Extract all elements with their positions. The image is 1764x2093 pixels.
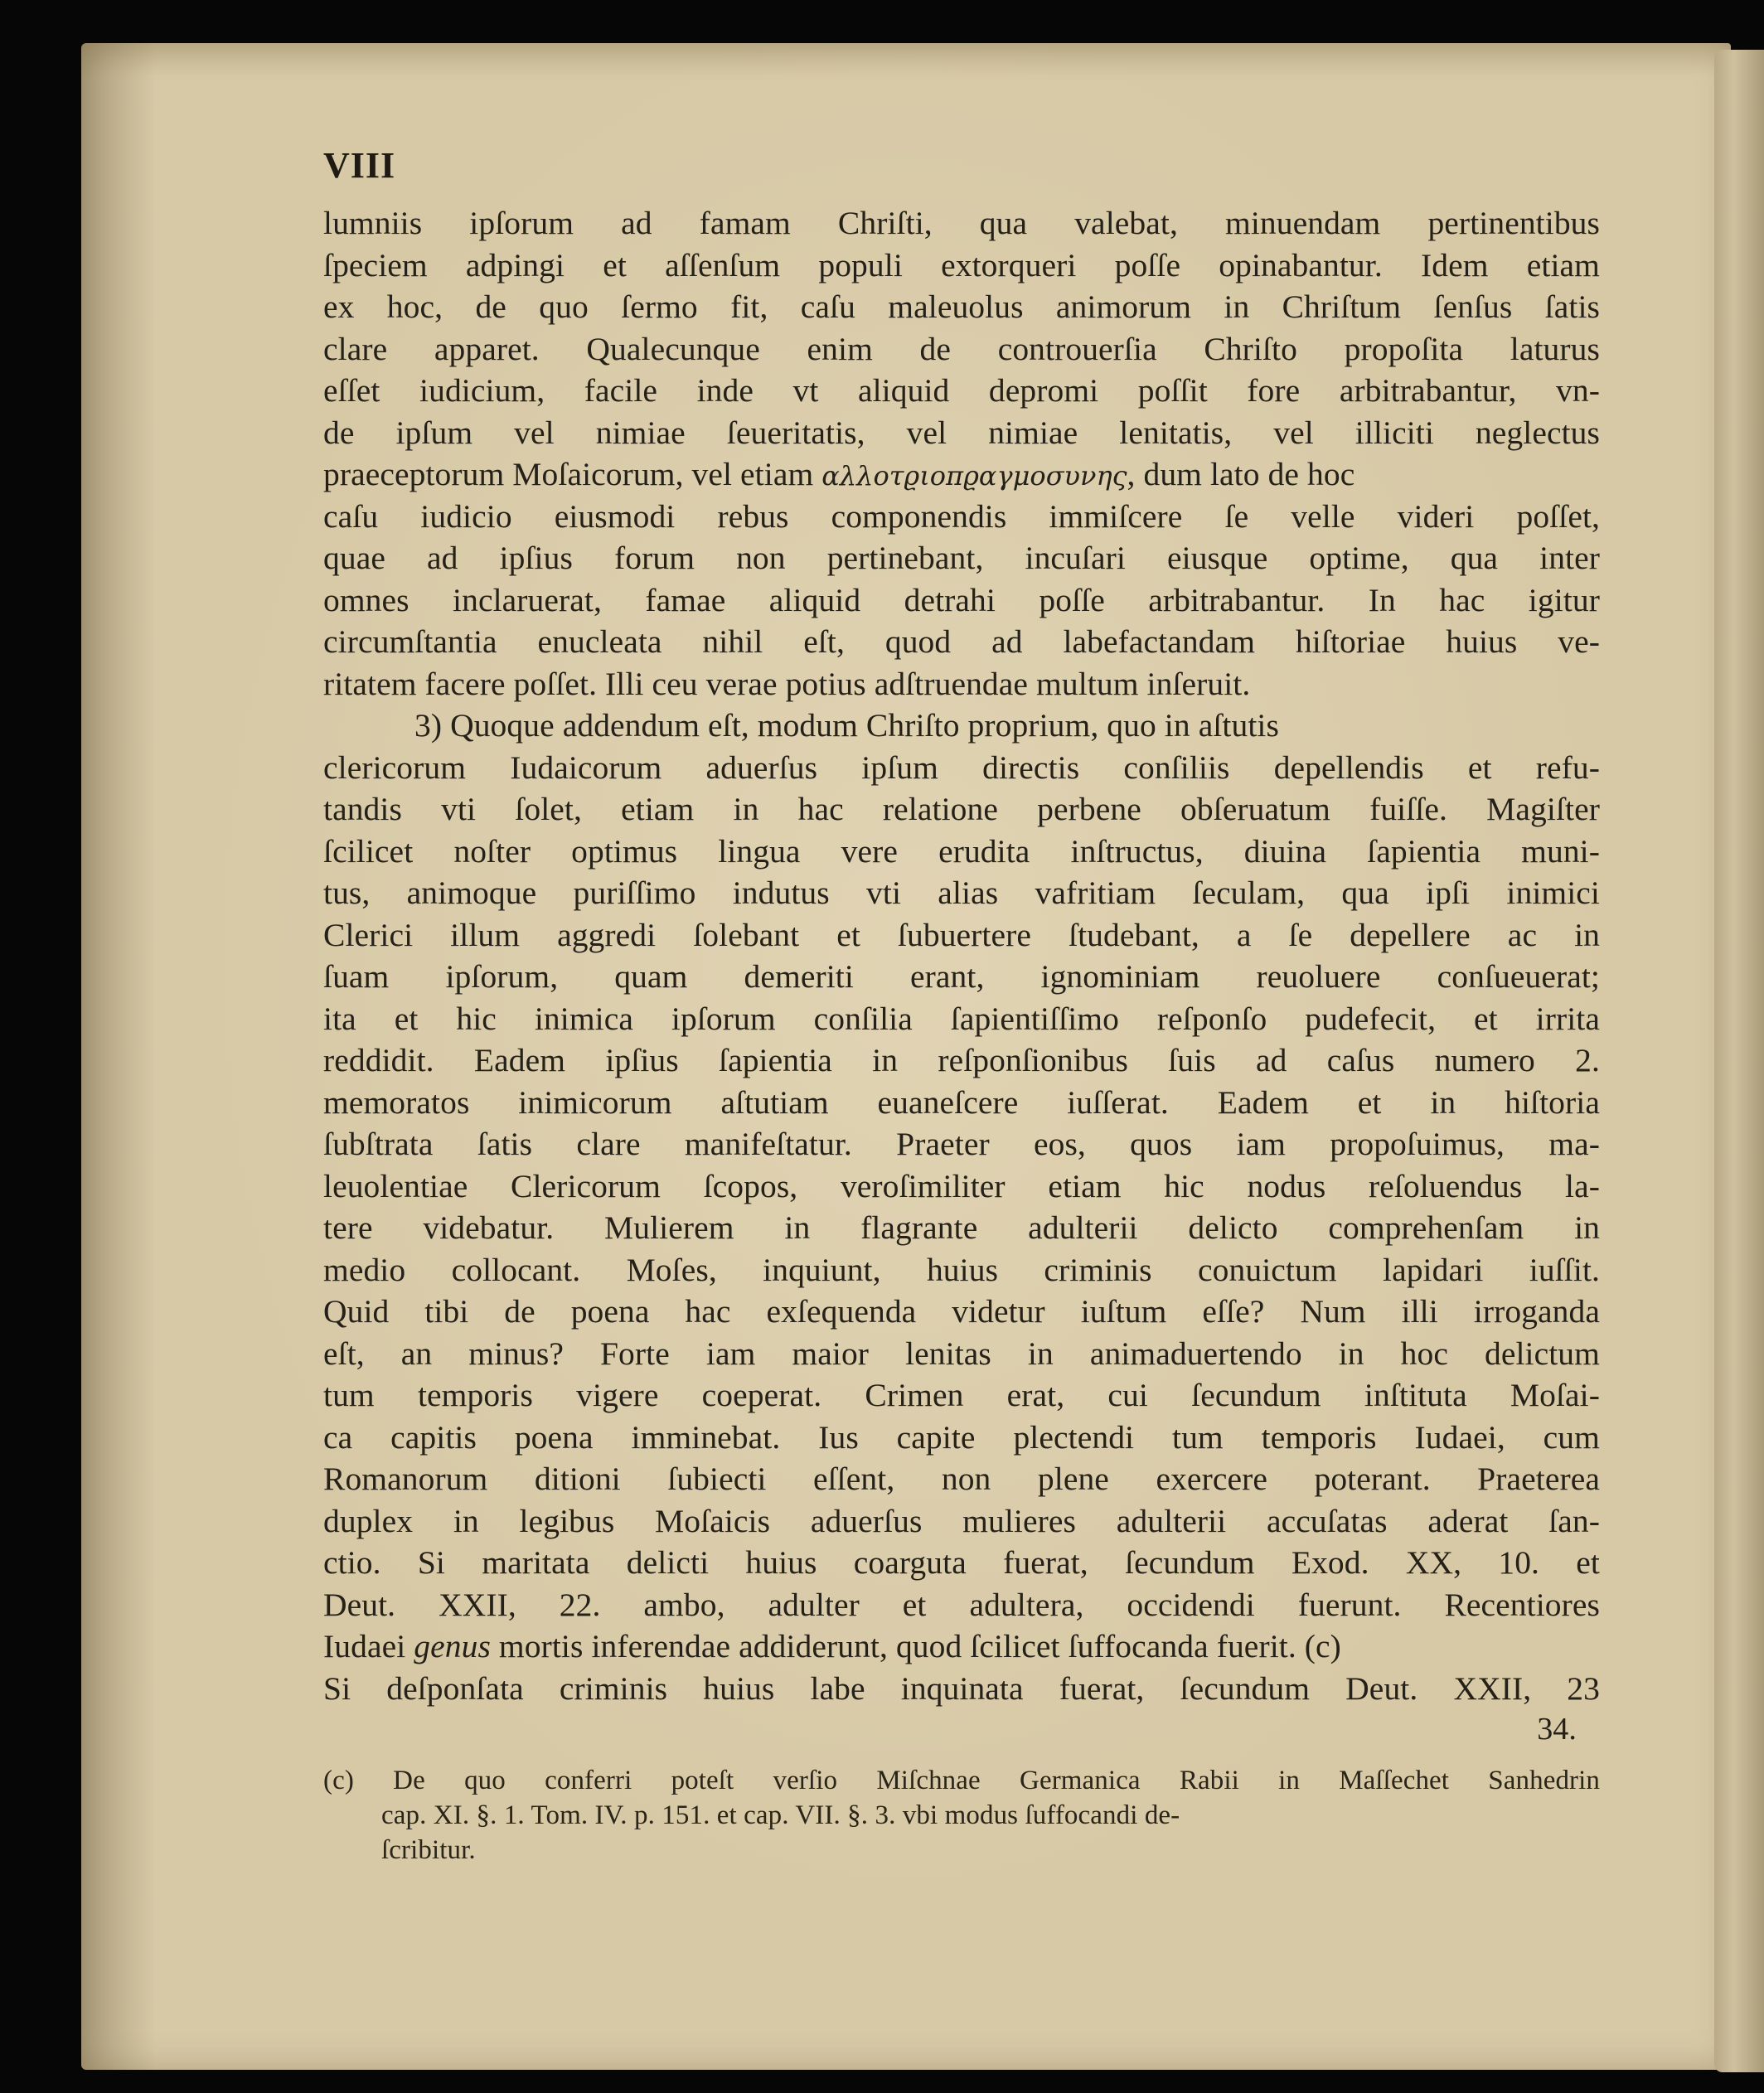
- text-line: eſt, an minus? Forte iam maior lenitas in animaduertendo in hoc delictum: [323, 1335, 1600, 1372]
- text-line: quae ad ipſius forum non pertinebant, incuſari eiusque optime, qua inter: [323, 540, 1600, 577]
- text-line: tandis vti ſolet, etiam in hac relatione perbene obſeruatum fuiſſe. Magiſter: [323, 791, 1600, 828]
- text-segment: , dum lato de hoc: [1127, 456, 1355, 493]
- text-line: memoratos inimicorum aſtutiam euaneſcere iuſſerat. Eadem et in hiſtoria: [323, 1083, 1600, 1121]
- text-line: ctio. Si maritata delicti huius coarguta fuerat, ſecundum Exod. XX, 10. et: [323, 1544, 1600, 1582]
- text-line: Romanorum ditioni ſubiecti eſſent, non plene exercere poterant. Praeterea: [323, 1461, 1600, 1498]
- book-spine: [1714, 50, 1764, 2072]
- text-line: circumſtantia enucleata nihil eſt, quod ad labefactandam hiſtoriae huius ve-: [323, 623, 1600, 661]
- text-line: ritatem facere poſſet. Illi ceu verae potius adſtruendae multum inſeruit.: [323, 665, 1251, 702]
- text-line: eſſet iudicium, facile inde vt aliquid depromi poſſit fore arbitrabantur, vn-: [323, 372, 1600, 409]
- text-line-with-greek: [323, 453, 1600, 496]
- text-line: tere videbatur. Mulierem in flagrante adulterii delicto comprehenſam in: [323, 1209, 1600, 1247]
- page-text-block: [323, 143, 1600, 1868]
- text-line: clare apparet. Qualecunque enim de controuerſia Chriſto propoſita laturus: [323, 330, 1600, 367]
- text-line: reddidit. Eadem ipſius ſapientia in reſponſionibus ſuis ad caſus numero 2.: [323, 1042, 1600, 1079]
- text-line: medio collocant. Moſes, inquiunt, huius criminis conuictum lapidari iuſſit.: [323, 1251, 1600, 1288]
- text-line: de ipſum vel nimiae ſeueritatis, vel nimiae lenitatis, vel illiciti neglectus: [323, 414, 1600, 451]
- text-segment: praeceptorum Moſaicorum, vel etiam: [323, 456, 814, 493]
- text-segment: Iudaei: [323, 1628, 406, 1665]
- text-line: Deut. XXII, 22. ambo, adulter et adultera, occidendi fuerunt. Recentiores: [323, 1586, 1600, 1623]
- text-line: clericorum Iudaicorum aduerſus ipſum directis conſiliis depellendis et refu-: [323, 749, 1600, 786]
- text-line: ſpeciem adpingi et aſſenſum populi extorqueri poſſe opinabantur. Idem etiam: [323, 246, 1600, 283]
- page-number: VIII: [323, 145, 396, 186]
- text-line: Quid tibi de poena hac exſequenda videtur iuſtum eſſe? Num illi irroganda: [323, 1293, 1600, 1330]
- italic-word: genus: [414, 1628, 491, 1665]
- text-line: ita et hic inimica ipſorum conſilia ſapientiſſimo reſponſo pudefecit, et irrita: [323, 1000, 1600, 1037]
- text-line: ſuam ipſorum, quam demeriti erant, ignominiam reuoluere conſueuerat;: [323, 958, 1600, 996]
- paragraph-start: 3) Quoque addendum eſt, modum Chriſto proprium, quo in aſtutis: [414, 707, 1279, 744]
- catchword: 34.: [1537, 1712, 1577, 1747]
- text-line: ſcilicet noſter optimus lingua vere erudita inſtructus, diuina ſapientia muni-: [323, 832, 1600, 870]
- text-line: duplex in legibus Moſaicis aduerſus mulieres adulterii accuſatas aderat ſan-: [323, 1502, 1600, 1539]
- text-line: leuolentiae Clericorum ſcopos, veroſimiliter etiam hic nodus reſoluendus la-: [323, 1167, 1600, 1204]
- footnote-line: (c) De quo conferri poteſt verſio Miſchnae Germanica Rabii in Maſſechet Sanhedrin: [323, 1766, 1600, 1796]
- text-line: tum temporis vigere coeperat. Crimen erat, cui ſecundum inſtituta Moſai-: [323, 1377, 1600, 1414]
- footnote-line: cap. XI. §. 1. Tom. IV. p. 151. et cap. VII. §. 3. vbi modus ſuffocandi de-: [381, 1800, 1180, 1831]
- text-line: Clerici illum aggredi ſolebant et ſubuertere ſtudebant, a ſe depellere ac in: [323, 916, 1600, 953]
- text-line-with-italic: [323, 1625, 1600, 1668]
- greek-word: αλλοτϱιοπϱαγμοσυνης: [821, 460, 1127, 492]
- text-segment: mortis inferendae addiderunt, quod ſcilicet ſuffocanda fuerit. (c): [498, 1628, 1341, 1665]
- text-line: Si deſponſata criminis huius labe inquinata fuerat, ſecundum Deut. XXII, 23: [323, 1669, 1600, 1707]
- text-line: omnes inclaruerat, famae aliquid detrahi poſſe arbitrabantur. In hac igitur: [323, 581, 1600, 618]
- text-line: ca capitis poena imminebat. Ius capite plectendi tum temporis Iudaei, cum: [323, 1418, 1600, 1456]
- text-line: ſubſtrata ſatis clare manifeſtatur. Praeter eos, quos iam propoſuimus, ma-: [323, 1126, 1600, 1163]
- footnote-line: ſcribitur.: [381, 1835, 476, 1866]
- text-line: tus, animoque puriſſimo indutus vti alias vafritiam ſeculam, qua ipſi inimici: [323, 875, 1600, 912]
- text-line: ex hoc, de quo ſermo fit, caſu maleuolus animorum in Chriſtum ſenſus ſatis: [323, 288, 1600, 326]
- footnote: [323, 1764, 1600, 1868]
- text-line: caſu iudicio eiusmodi rebus componendis immiſcere ſe velle videri poſſet,: [323, 497, 1600, 535]
- text-line: lumniis ipſorum ad famam Chriſti, qua valebat, minuendam pertinentibus: [323, 205, 1600, 242]
